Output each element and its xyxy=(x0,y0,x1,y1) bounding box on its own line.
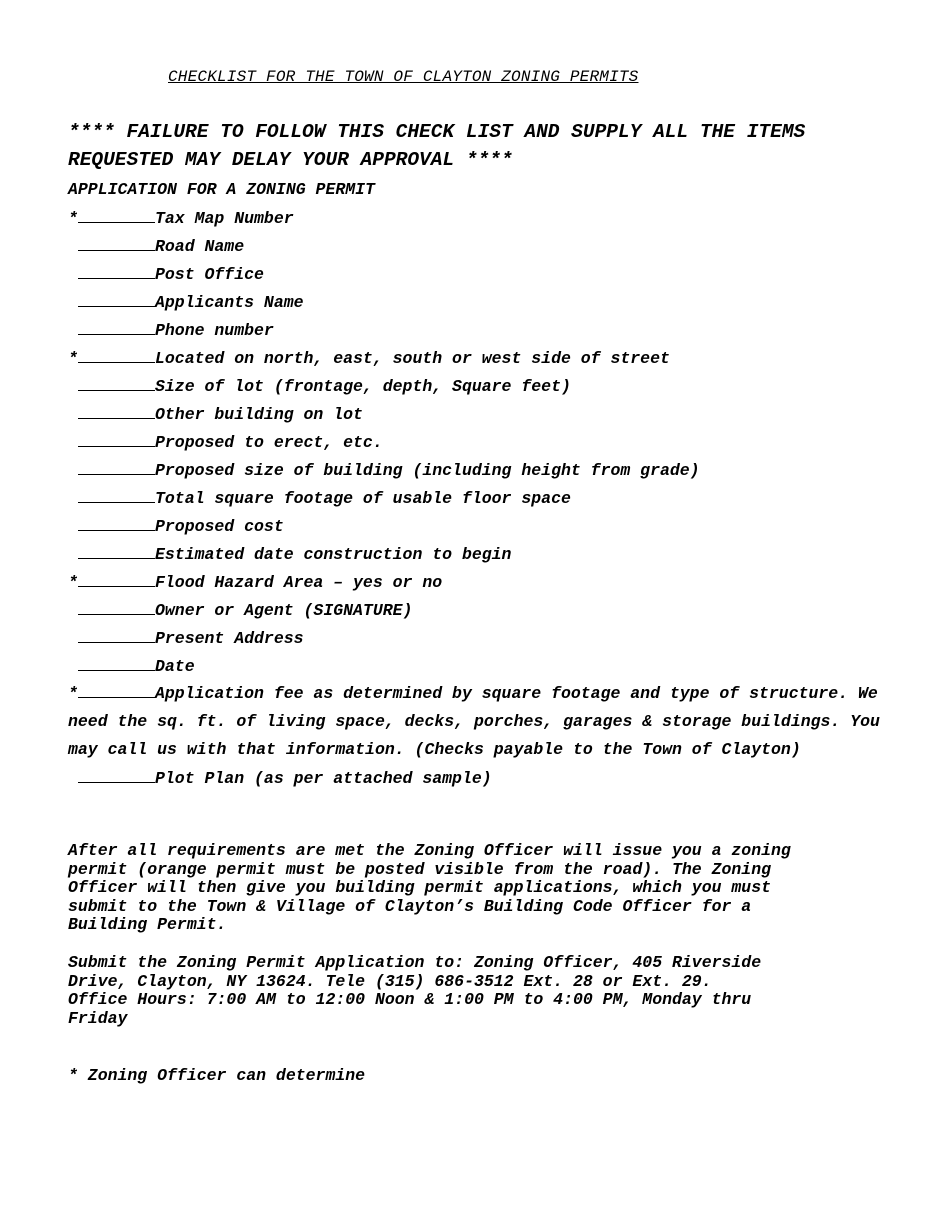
checklist-label: Application fee as determined by square footage and type of structure. We need the sq. ft. of living space, decks, porches, garages & storage buildings. You may call us with that information. (Checks payable to the Town of Clayton) xyxy=(68,684,880,759)
required-mark xyxy=(68,321,78,341)
checklist-item-proposed-erect xyxy=(68,432,898,460)
required-mark: * xyxy=(68,684,78,703)
check-blank xyxy=(78,208,155,223)
checklist-label: Size of lot (frontage, depth, Square feet) xyxy=(155,377,571,396)
check-blank xyxy=(78,348,155,363)
check-blank xyxy=(78,376,155,391)
application-heading: APPLICATION FOR A ZONING PERMIT xyxy=(68,180,375,199)
checklist-label: Proposed cost xyxy=(155,517,284,536)
checklist-label: Tax Map Number xyxy=(155,209,294,228)
checklist-item-tax-map-number xyxy=(68,208,898,236)
required-mark xyxy=(68,489,78,509)
checklist-item-applicants-name xyxy=(68,292,898,320)
check-blank xyxy=(78,572,155,587)
warning-notice: **** FAILURE TO FOLLOW THIS CHECK LIST AND SUPPLY ALL THE ITEMS REQUESTED MAY DELAY YOUR APPROVAL **** xyxy=(68,121,817,171)
required-mark xyxy=(68,461,78,481)
required-mark: * xyxy=(68,349,78,368)
checklist-item-construction-date xyxy=(68,544,898,572)
checklist-label: Applicants Name xyxy=(155,293,304,312)
checklist-item-road-name xyxy=(68,236,898,264)
required-mark xyxy=(68,629,78,649)
footnote: * Zoning Officer can determine xyxy=(68,1066,366,1085)
checklist-item-signature xyxy=(68,600,898,628)
checklist-label: Plot Plan (as per attached sample) xyxy=(155,769,492,788)
checklist-label: Flood Hazard Area – yes or no xyxy=(155,573,443,592)
checklist-label: Estimated date construction to begin xyxy=(155,545,512,564)
checklist-label: Road Name xyxy=(155,237,245,256)
required-mark xyxy=(68,405,78,425)
required-mark xyxy=(68,265,78,285)
check-blank xyxy=(78,600,155,615)
checklist xyxy=(68,208,898,796)
check-blank xyxy=(78,768,155,783)
check-blank xyxy=(78,264,155,279)
checklist-item-flood-hazard xyxy=(68,572,898,600)
checklist-label: Total square footage of usable floor space xyxy=(155,489,571,508)
checklist-item-phone-number xyxy=(68,320,898,348)
checklist-label: Date xyxy=(155,657,195,676)
checklist-label: Proposed size of building (including height from grade) xyxy=(155,461,700,480)
check-blank xyxy=(78,320,155,335)
checklist-item-proposed-cost xyxy=(68,516,898,544)
checklist-label: Phone number xyxy=(155,321,274,340)
required-mark xyxy=(68,377,78,397)
check-blank xyxy=(78,544,155,559)
required-mark xyxy=(68,293,78,313)
checklist-label: Proposed to erect, etc. xyxy=(155,433,383,452)
required-mark xyxy=(68,601,78,621)
required-mark xyxy=(68,657,78,677)
required-mark xyxy=(68,545,78,565)
checklist-item-plot-plan xyxy=(68,768,898,796)
required-mark xyxy=(68,237,78,257)
instructions-paragraph: After all requirements are met the Zoning Officer will issue you a zoning permit (orange permit must be posted visible from the road). The Zoning Officer will then give you building permit applications, which you must submit to the Town & Village of Clayton’s Building Code Officer for a Building Permit. xyxy=(68,841,791,934)
check-blank xyxy=(78,432,155,447)
check-blank xyxy=(78,516,155,531)
check-blank xyxy=(78,488,155,503)
checklist-item-lot-size xyxy=(68,376,898,404)
required-mark: * xyxy=(68,209,78,228)
check-blank xyxy=(78,683,155,698)
required-mark xyxy=(68,517,78,537)
check-blank xyxy=(78,236,155,251)
checklist-label: Owner or Agent (SIGNATURE) xyxy=(155,601,413,620)
checklist-label: Post Office xyxy=(155,265,264,284)
contact-paragraph: Submit the Zoning Permit Application to: Zoning Officer, 405 Riverside Drive, Clayton, NY 13624. Tele (315) 686-3512 Ext. 28 or Ext. 29. Office Hours: 7:00 AM to 12:00 Noon & 1:00 PM to 4:00 PM, Monday thru Friday xyxy=(68,953,762,1028)
check-blank xyxy=(78,656,155,671)
check-blank xyxy=(78,628,155,643)
checklist-label: Other building on lot xyxy=(155,405,363,424)
checklist-item-post-office xyxy=(68,264,898,292)
checklist-item-building-size xyxy=(68,460,898,488)
required-mark: * xyxy=(68,573,78,592)
checklist-label: Located on north, east, south or west side of street xyxy=(155,349,670,368)
checklist-label: Present Address xyxy=(155,629,304,648)
check-blank xyxy=(78,404,155,419)
checklist-item-present-address xyxy=(68,628,898,656)
checklist-item-application-fee xyxy=(68,680,898,764)
checklist-item-other-building xyxy=(68,404,898,432)
checklist-item-square-footage xyxy=(68,488,898,516)
check-blank xyxy=(78,460,155,475)
check-blank xyxy=(78,292,155,307)
checklist-item-street-side xyxy=(68,348,898,376)
required-mark xyxy=(68,433,78,453)
required-mark xyxy=(68,769,78,789)
document-title: CHECKLIST FOR THE TOWN OF CLAYTON ZONING PERMITS xyxy=(168,68,639,86)
